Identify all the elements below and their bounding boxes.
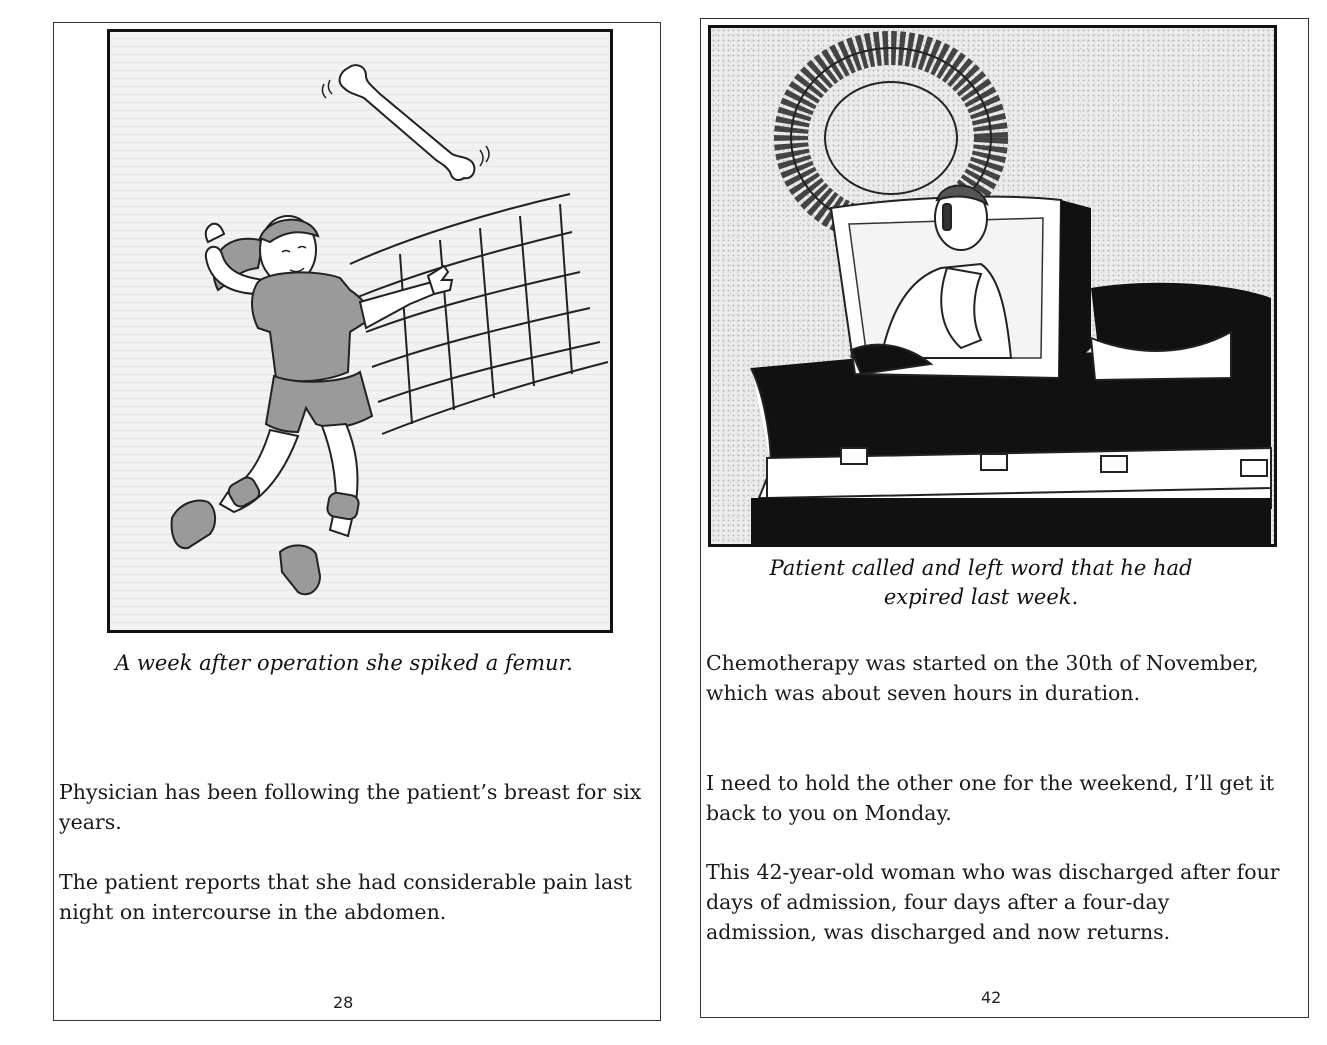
- coffin-illustration: [708, 25, 1277, 547]
- femur-bone-icon: [322, 65, 489, 180]
- phone-icon: [943, 204, 951, 230]
- book-page-left: [53, 22, 661, 1021]
- volleyball-drawing: [110, 32, 610, 630]
- page-number: 42: [981, 988, 1002, 1007]
- paragraph: This 42-year-old woman who was discharged after four days of admission, four days after a four-day admission, was discharged and now returns.: [706, 860, 1280, 944]
- page-number: 28: [333, 993, 354, 1012]
- volleyball-illustration: [107, 29, 613, 633]
- paragraph: The patient reports that she had considerable pain last night on intercourse in the abdomen.: [59, 870, 632, 924]
- paragraph: I need to hold the other one for the weekend, I’ll get it back to you on Monday.: [706, 771, 1275, 825]
- paragraph: Chemotherapy was started on the 30th of November, which was about seven hours in duration.: [706, 651, 1259, 705]
- coffin: [751, 197, 1271, 544]
- illustration-caption: Patient called and left word that he had expired last week.: [769, 556, 1193, 609]
- book-page-right: [700, 18, 1309, 1018]
- illustration-caption: A week after operation she spiked a femur.: [115, 651, 573, 675]
- paragraph: Physician has been following the patient’s breast for six years.: [59, 780, 642, 834]
- coffin-drawing: [711, 28, 1274, 544]
